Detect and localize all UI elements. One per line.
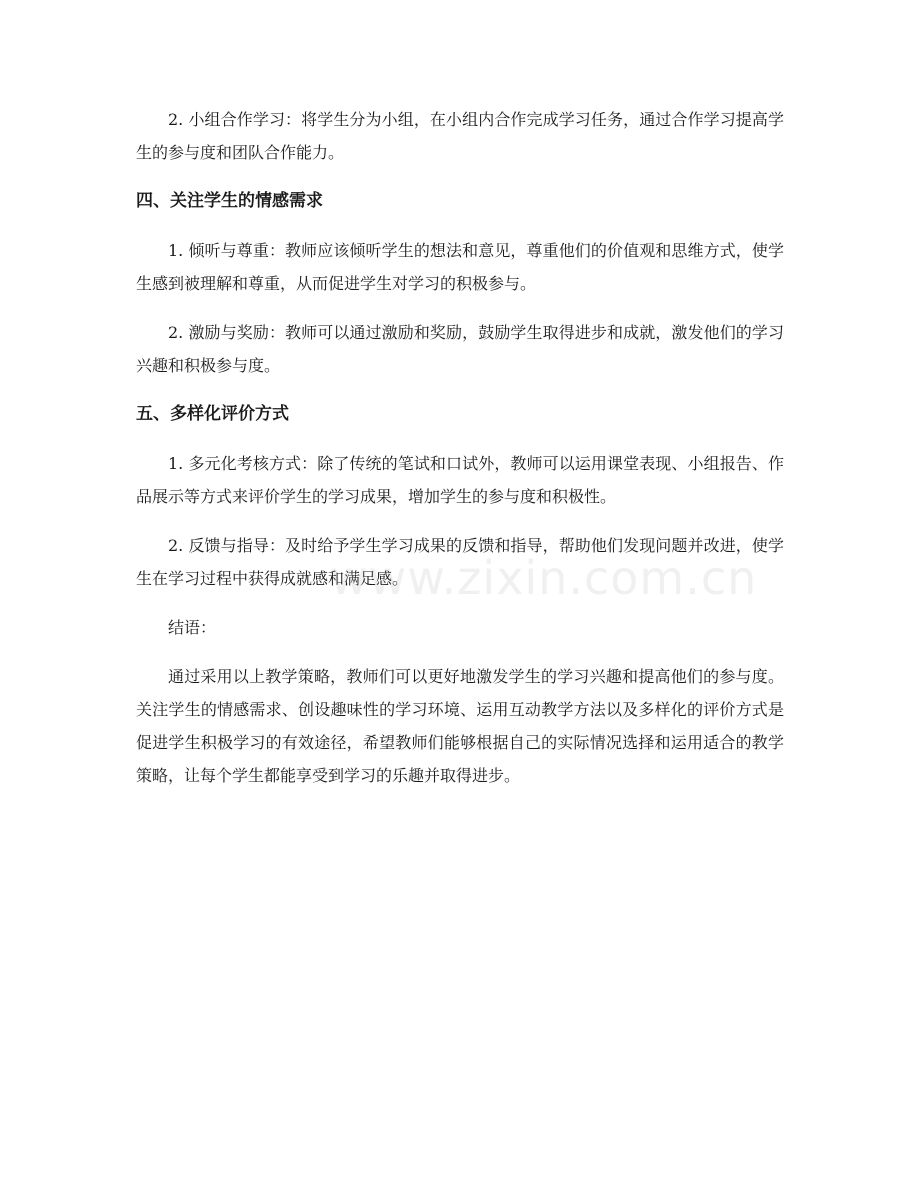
conclusion-label: 结语： bbox=[168, 618, 217, 637]
paragraph-diverse-assessment: 1. 多元化考核方式：除了传统的笔试和口试外，教师可以运用课堂表现、小组报告、作品展示等方式来评价学生的学习成果，增加学生的参与度和积极性。 bbox=[136, 454, 784, 506]
paragraph-listening-respect: 1. 倾听与尊重：教师应该倾听学生的想法和意见，尊重他们的价值观和思维方式，使学生感到被理解和尊重，从而促进学生对学习的积极参与。 bbox=[136, 241, 784, 293]
section-heading-emotional-needs: 四、关注学生的情感需求 bbox=[136, 191, 323, 211]
watermark-text: www.zixin.com.cn bbox=[330, 551, 758, 605]
paragraph-group-cooperation: 2. 小组合作学习：将学生分为小组，在小组内合作完成学习任务，通过合作学习提高学生的参与度和团队合作能力。 bbox=[136, 110, 784, 162]
section-heading-diverse-evaluation: 五、多样化评价方式 bbox=[136, 404, 289, 424]
paragraph-conclusion: 通过采用以上教学策略，教师们可以更好地激发学生的学习兴趣和提高他们的参与度。关注学生的情感需求、创设趣味性的学习环境、运用互动教学方法以及多样化的评价方式是促进学生积极学习的有效途径，希望教师们能够根据自己的实际情况选择和运用适合的教学策略，让每个学生都能享受到学习的乐趣并取得进步。 bbox=[136, 667, 784, 785]
paragraph-motivation-reward: 2. 激励与奖励：教师可以通过激励和奖励，鼓励学生取得进步和成就，激发他们的学习兴趣和积极参与度。 bbox=[136, 323, 784, 375]
paragraph-feedback-guidance: 2. 反馈与指导：及时给予学生学习成果的反馈和指导，帮助他们发现问题并改进，使学生在学习过程中获得成就感和满足感。 bbox=[136, 536, 784, 588]
